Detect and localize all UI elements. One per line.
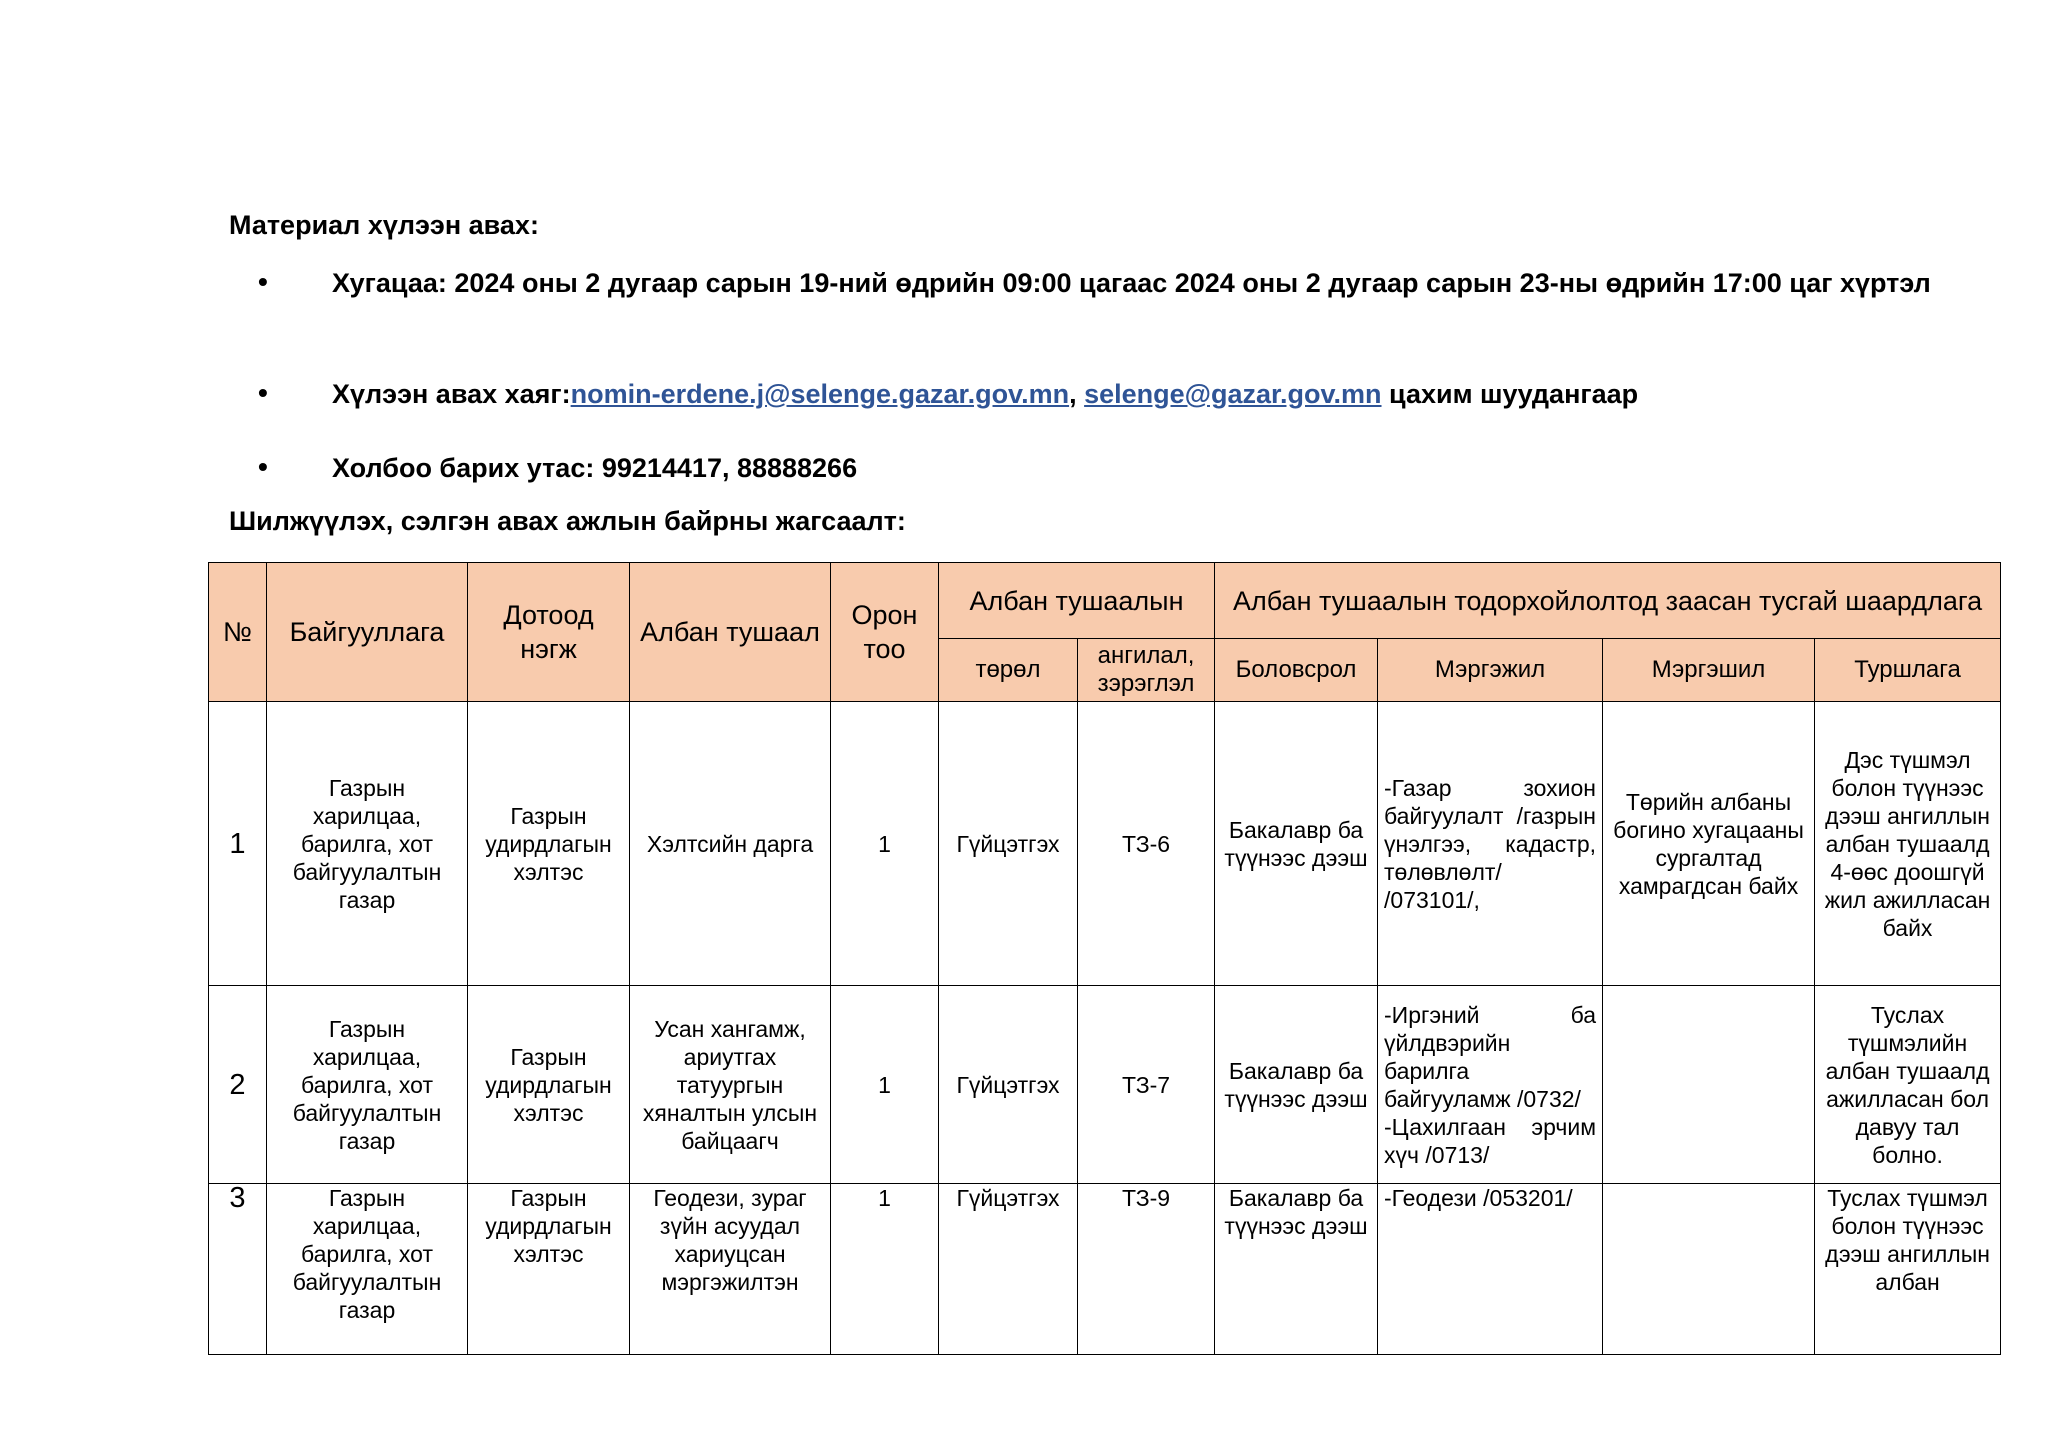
cell-type: Гүйцэтгэх [939,702,1078,986]
cell-education: Бакалавр ба түүнээс дээш [1215,1184,1378,1355]
address-line [332,376,1932,413]
header-organization: Байгууллага [267,563,468,702]
cell-no: 3 [209,1184,267,1355]
cell-organization: Газрын харилцаа, барилга, хот байгуулалтын газар [267,1184,468,1355]
header-skill: Мэргэшил [1603,639,1815,702]
deadline-text: Хугацаа: 2024 оны 2 дугаар сарын 19-ний өдрийн 09:00 цагаас 2024 оны 2 дугаар сарын 23-ны өдрийн 17:00 цаг хүртэл [332,268,1931,298]
cell-classification: ТЗ-7 [1078,986,1215,1184]
cell-unit: Газрын удирдлагын хэлтэс [468,1184,630,1355]
email-link-2[interactable]: selenge@gazar.gov.mn [1084,379,1382,409]
cell-unit: Газрын удирдлагын хэлтэс [468,702,630,986]
address-suffix: цахим шуудангаар [1381,379,1639,409]
cell-skill: Төрийн албаны богино хугацааны сургалтад хамрагдсан байх [1603,702,1815,986]
cell-count: 1 [831,986,939,1184]
cell-count: 1 [831,702,939,986]
cell-experience: Туслах түшмэл болон түүнээс дээш ангиллын албан [1815,1184,2001,1355]
cell-education: Бакалавр ба түүнээс дээш [1215,986,1378,1184]
bullet-dot: • [258,377,268,408]
cell-unit: Газрын удирдлагын хэлтэс [468,986,630,1184]
profession-line: -Газар зохион байгуулалт /газрын үнэлгээ, кадастр, төлөвлөлт/ /073101/, [1384,774,1597,913]
header-profession: Мэргэжил [1378,639,1603,702]
header-no: № [209,563,267,702]
header-position-group: Албан тушаалын [939,563,1215,639]
cell-profession [1378,702,1603,986]
cell-organization: Газрын харилцаа, барилга, хот байгуулалтын газар [267,702,468,986]
bullet-dot: • [258,451,268,482]
header-requirements-group: Албан тушаалын тодорхойлолтод заасан тусгай шаардлага [1215,563,2001,639]
header-classification: ангилал, зэрэглэл [1078,639,1215,702]
profession-line: -Иргэний ба үйлдвэрийн барилга байгууламж /0732/ [1384,1001,1597,1112]
email-separator: , [1069,379,1085,409]
phone-text: Холбоо барих утас: 99214417, 88888266 [332,453,858,483]
header-education: Боловсрол [1215,639,1378,702]
cell-education: Бакалавр ба түүнээс дээш [1215,702,1378,986]
cell-type: Гүйцэтгэх [939,1184,1078,1355]
cell-position: Хэлтсийн дарга [630,702,831,986]
cell-no: 1 [209,702,267,986]
profession-line: -Геодези /053201/ [1384,1185,1573,1211]
header-experience: Туршлага [1815,639,2001,702]
cell-position: Геодези, зураг зүйн асуудал хариуцсан мэргэжилтэн [630,1184,831,1355]
jobs-heading: Шилжүүлэх, сэлгэн авах ажлын байрны жагсаалт: [229,506,906,536]
jobs-table [208,562,2001,1355]
cell-position: Усан хангамж, ариутгах татуургын хяналтын улсын байцаагч [630,986,831,1184]
header-unit: Дотоод нэгж [468,563,630,702]
cell-classification: ТЗ-9 [1078,1184,1215,1355]
cell-profession [1378,1184,1603,1355]
header-count: Орон тоо [831,563,939,702]
cell-no: 2 [209,986,267,1184]
header-position: Албан тушаал [630,563,831,702]
cell-experience: Туслах түшмэлийн албан тушаалд ажилласан бол давуу тал болно. [1815,986,2001,1184]
profession-line: -Цахилгаан эрчим хүч /0713/ [1384,1113,1597,1168]
material-heading: Материал хүлээн авах: [229,210,539,240]
email-link-1[interactable]: nomin-erdene.j@selenge.gazar.gov.mn [570,379,1070,409]
cell-type: Гүйцэтгэх [939,986,1078,1184]
cell-skill [1603,986,1815,1184]
cell-count: 1 [831,1184,939,1355]
cell-classification: ТЗ-6 [1078,702,1215,986]
table-row [209,986,2001,1184]
bullet-dot: • [258,266,268,297]
cell-experience: Дэс түшмэл болон түүнээс дээш ангиллын албан тушаалд 4-өөс доошгүй жил ажилласан байх [1815,702,2001,986]
cell-profession [1378,986,1603,1184]
address-prefix: Хүлээн авах хаяг: [332,379,571,409]
cell-skill [1603,1184,1815,1355]
table-header-row [209,563,2001,639]
header-type: төрөл [939,639,1078,702]
cell-organization: Газрын харилцаа, барилга, хот байгуулалтын газар [267,986,468,1184]
table-row [209,1184,2001,1355]
table-row [209,702,2001,986]
